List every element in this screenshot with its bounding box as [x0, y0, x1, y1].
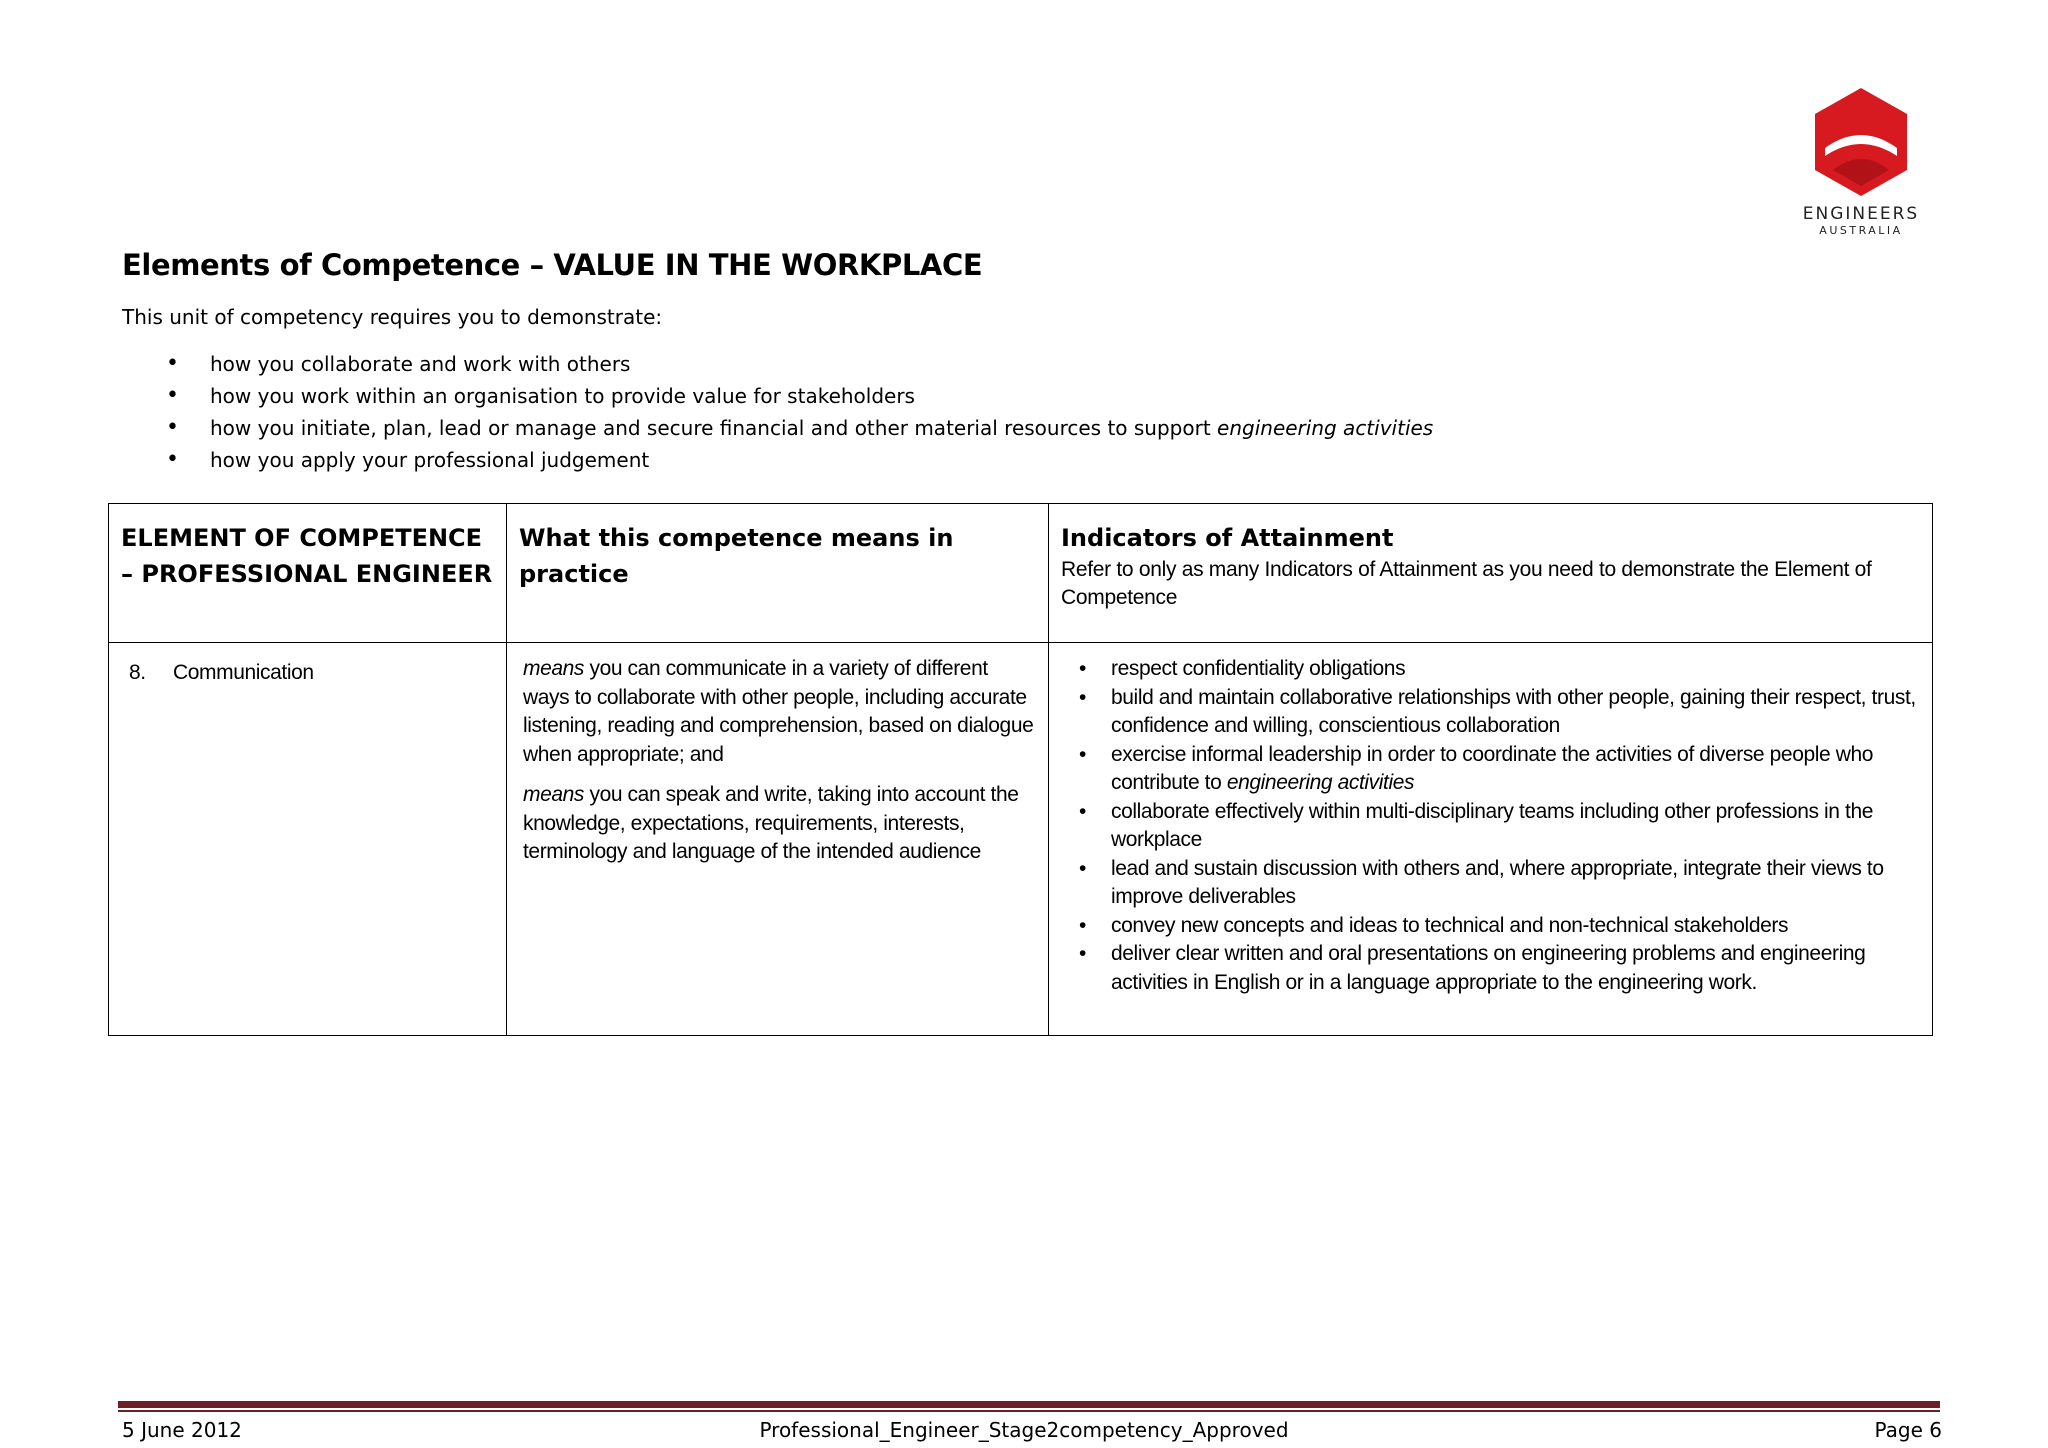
- logo-subtitle: AUSTRALIA: [1819, 224, 1903, 237]
- page-title: Elements of Competence – VALUE IN THE WORKPLACE: [122, 248, 983, 282]
- list-item: • how you work within an organisation to provide value for stakeholders: [122, 380, 1433, 412]
- list-item: • how you apply your professional judgement: [122, 444, 1433, 476]
- table-header-row: [109, 504, 1933, 643]
- list-item: • respect confidentiality obligations: [1061, 655, 1920, 684]
- list-item: • exercise informal leadership in order to coordinate the activities of diverse people who contribute to engineering activities: [1061, 741, 1920, 798]
- list-item: • convey new concepts and ideas to technical and non-technical stakeholders: [1061, 912, 1920, 941]
- list-item: • collaborate effectively within multi-disciplinary teams including other professions in the workplace: [1061, 798, 1920, 855]
- footer-divider-thin: [118, 1410, 1940, 1412]
- header-element-of-competence: ELEMENT OF COMPETENCE – PROFESSIONAL ENGINEER: [109, 504, 507, 643]
- logo-name: ENGINEERS: [1802, 204, 1920, 224]
- list-item: • lead and sustain discussion with others and, where appropriate, integrate their views to improve deliverables: [1061, 855, 1920, 912]
- practice-paragraph: means you can speak and write, taking into account the knowledge, expectations, requirements, interests, terminology and language of the intended audience: [523, 783, 1019, 863]
- table-row: [109, 643, 1933, 1036]
- requirements-list: [122, 348, 1433, 476]
- indicators-cell: [1049, 643, 1933, 1036]
- practice-paragraph: means you can communicate in a variety of different ways to collaborate with other people, including accurate listening, reading and comprehension, based on dialogue when appropriate; and: [523, 657, 1034, 766]
- list-item: • deliver clear written and oral presentations on engineering problems and engineering activities in English or in a language appropriate to the engineering work.: [1061, 940, 1920, 997]
- list-item: • build and maintain collaborative relationships with other people, gaining their respect, trust, confidence and willing, conscientious collaboration: [1061, 684, 1920, 741]
- footer-date: 5 June 2012: [122, 1418, 242, 1442]
- italic-term: engineering activities: [1217, 416, 1434, 440]
- hexagon-logo-icon: [1811, 86, 1911, 198]
- italic-term: engineering activities: [1226, 771, 1415, 794]
- footer-document-name: Professional_Engineer_Stage2competency_Approved: [759, 1418, 1289, 1442]
- list-item: • how you initiate, plan, lead or manage and secure financial and other material resources to support engineering activities: [122, 412, 1433, 444]
- intro-text: This unit of competency requires you to demonstrate:: [122, 305, 663, 329]
- header-indicators-note: Refer to only as many Indicators of Attainment as you need to demonstrate the Element of Competence: [1061, 558, 1872, 609]
- engineers-australia-logo: [1786, 86, 1936, 238]
- element-cell: [109, 643, 507, 1036]
- header-practice-meaning: What this competence means in practice: [507, 504, 1049, 643]
- indicators-list: [1061, 655, 1920, 997]
- element-number: 8.: [129, 661, 146, 684]
- footer-divider: [118, 1401, 1940, 1408]
- list-item: • how you collaborate and work with others: [122, 348, 1433, 380]
- footer-page-number: Page 6: [1874, 1418, 1942, 1442]
- element-title: Communication: [173, 661, 314, 684]
- competence-table: [108, 503, 1933, 1036]
- header-indicators: Indicators of Attainment Refer to only as many Indicators of Attainment as you need to demonstrate the Element of Competence: [1049, 504, 1933, 643]
- practice-cell: [507, 643, 1049, 1036]
